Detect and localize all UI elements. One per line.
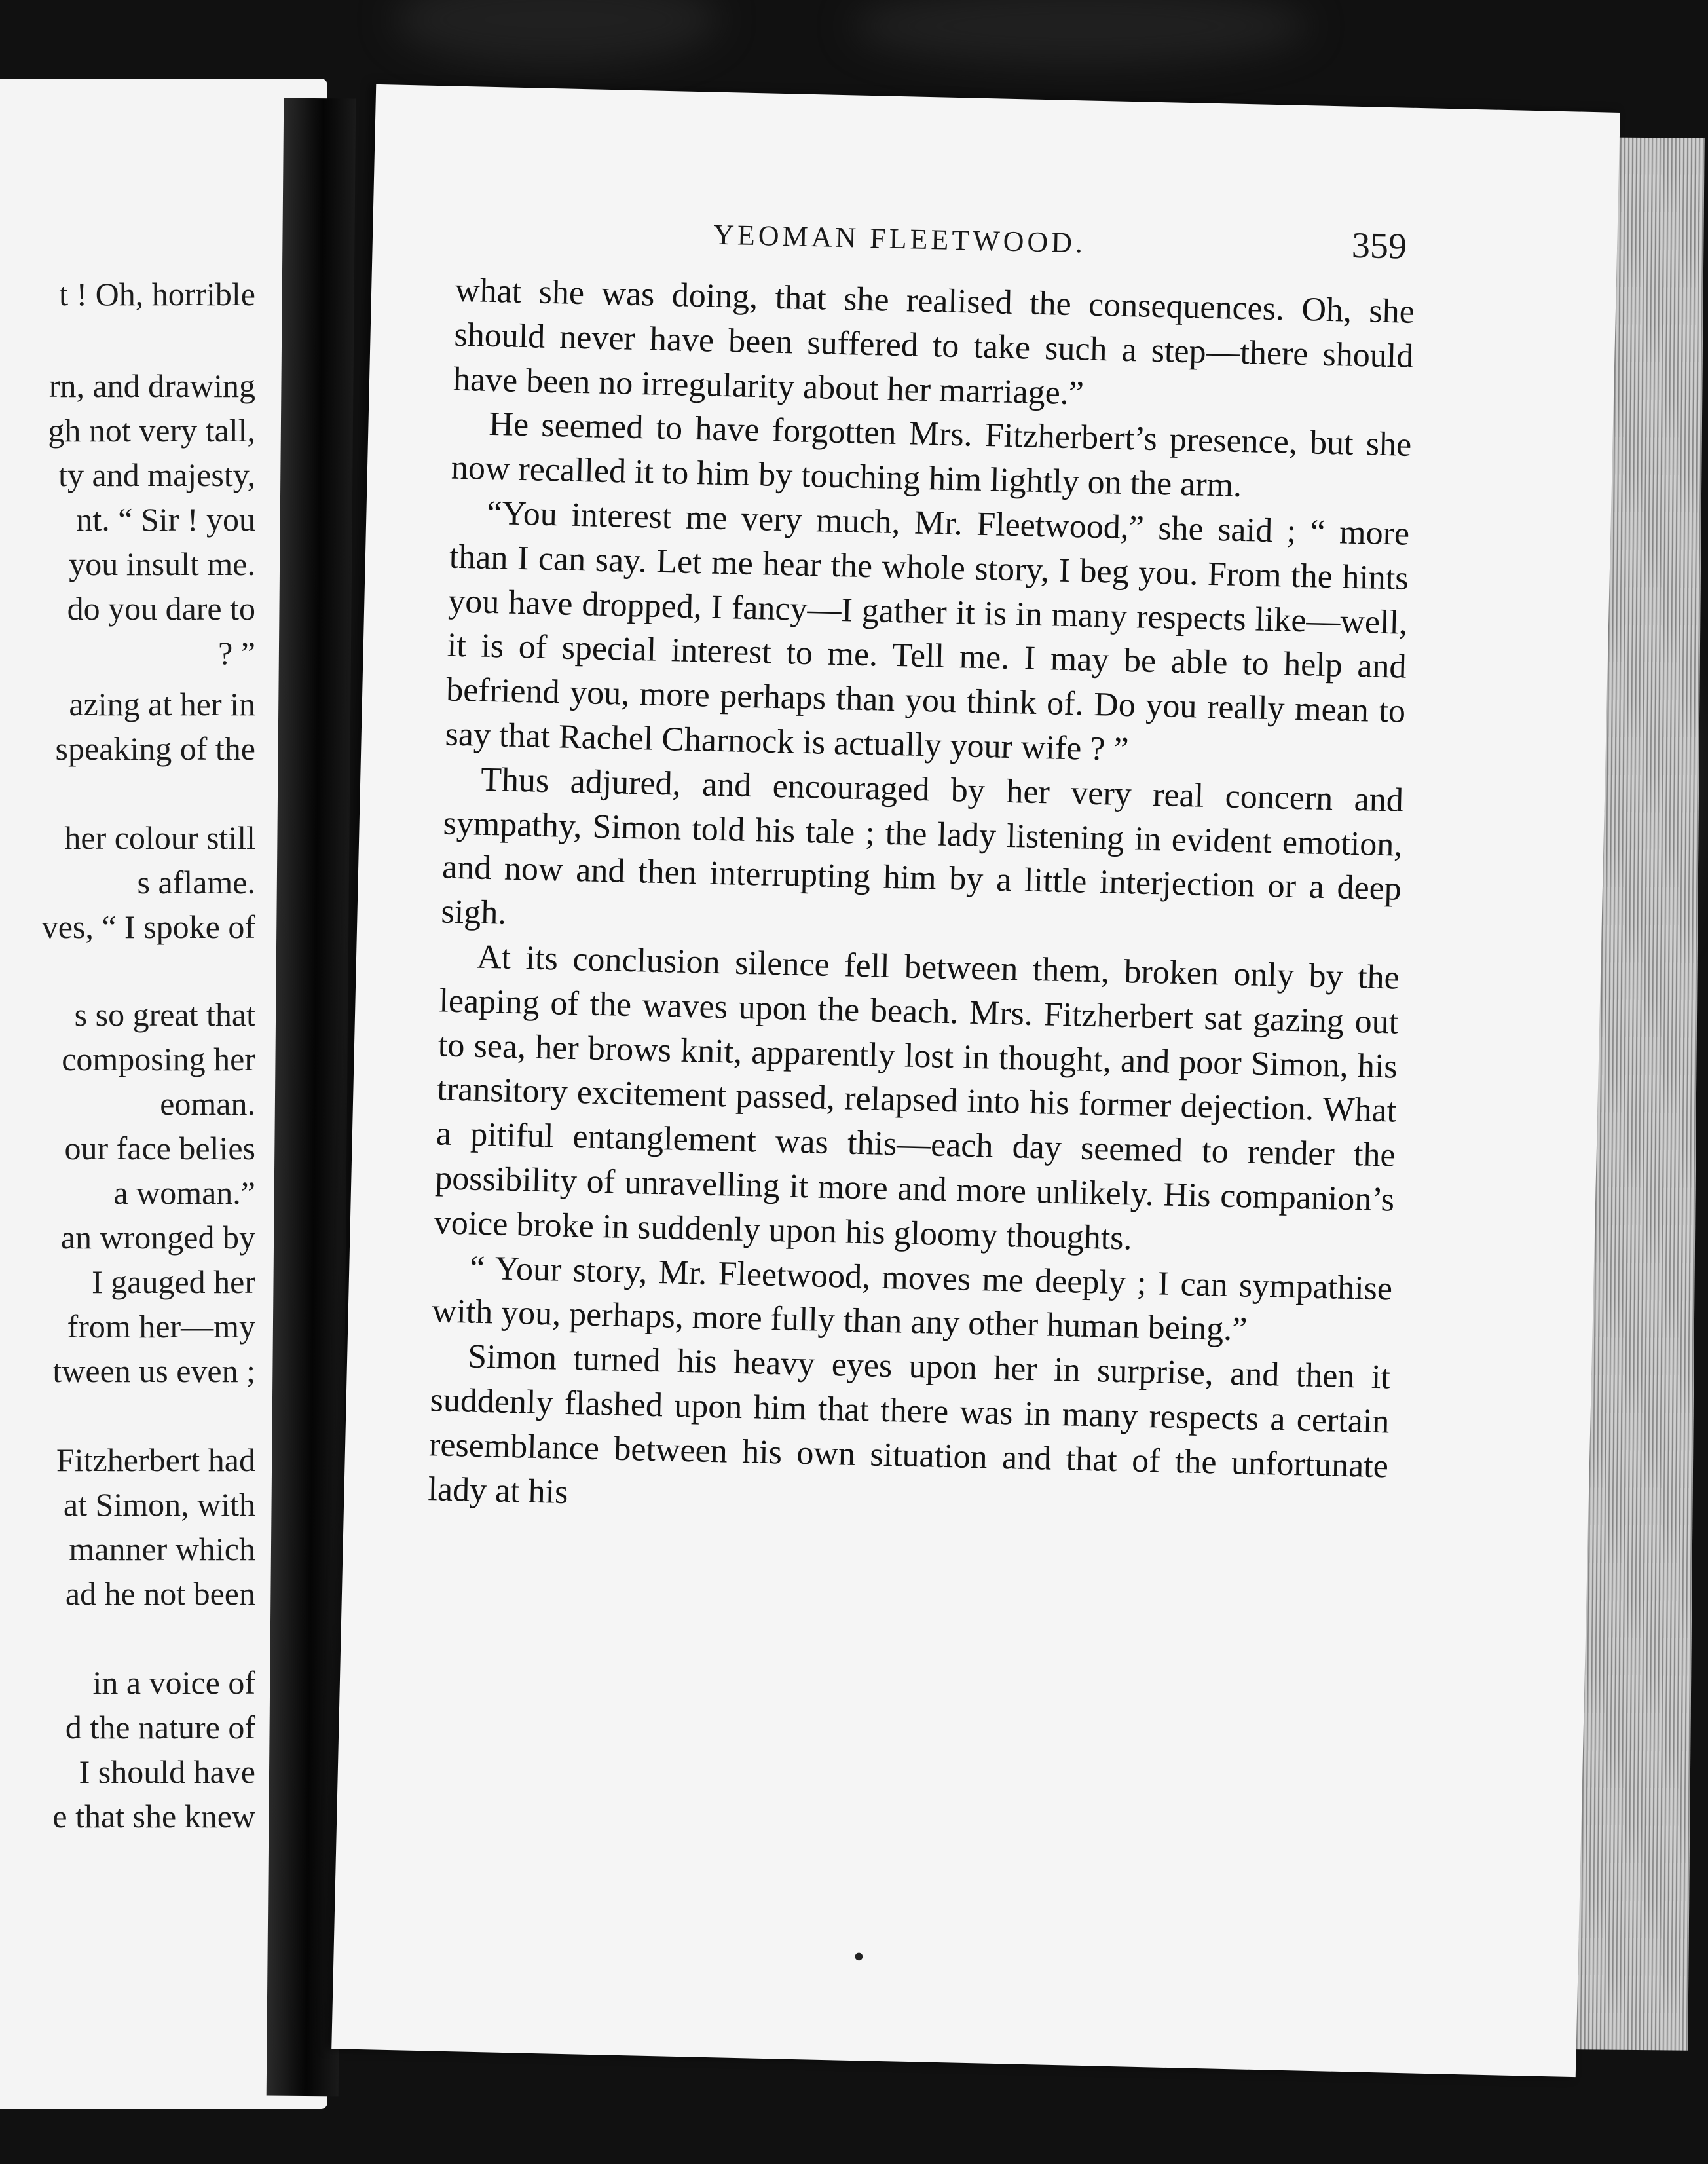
paragraph: “You interest me very much, Mr. Fleetwood,” she said ; “ more than I can say. Let me hear the whole story, I beg you. From the hints you have dropped, I fancy—I gather it is in many respects like—well, it is of special interest to me. Tell me. I may be able to help and befriend you, more perhaps than you think of. Do you really mean to say that Rachel Charnock is actually your wife ? ” [445,494,1410,769]
right-page [331,84,1620,2077]
left-line: eoman. [160,1085,255,1122]
left-line: her colour still [64,819,255,856]
signature-mark: • [851,1943,867,1973]
left-line: gh not very tall, [48,412,255,449]
left-line: a woman.” [113,1174,255,1211]
left-line: rn, and drawing [48,367,255,404]
left-line: do you dare to [67,590,255,627]
paragraph: Simon turned his heavy eyes upon her in surprise, and then it suddenly flashed upon him that there was in many respects a certain resemblance between his own situation and that of the unfortunate lady at his [427,1337,1391,1511]
backdrop-shadow [851,0,1310,65]
paragraph: “ Your story, Mr. Fleetwood, moves me deeply ; I can sympathise with you, perhaps, more fully than any other human being.” [432,1249,1393,1349]
page-number: 359 [1351,225,1407,267]
paragraph: He seemed to have forgotten Mrs. Fitzherbert’s presence, but she now recalled it to him by touching him lightly on the arm. [451,405,1412,505]
paragraph: what she was doing, that she realised the consequences. Oh, she should never have been suffered to take such a step—there should have been no irregularity about her marriage.” [453,271,1415,413]
left-line: ty and majesty, [58,457,255,493]
left-line: composing her [62,1041,255,1077]
left-line: I should have [79,1753,255,1790]
left-line: d the nature of [65,1709,255,1745]
left-line: from her—my [67,1308,255,1345]
left-line: an wronged by [60,1219,255,1256]
left-line: t ! Oh, horrible [59,276,255,312]
paragraph: Thus adjured, and encouraged by her very real concern and sympathy, Simon told his tale ; the lady listening in evident emotion, and now and then interrupting him by a little interjection or a deep sigh. [440,760,1404,932]
body-text [428,269,1415,1533]
left-line: ? ” [218,635,255,671]
paragraph: At its conclusion silence fell between them, broken only by the leaping of the waves upon the beach. Mrs. Fitzherbert sat gazing out to sea, her brows knit, apparently lost in thought, and poor Simon, his transitory excitement passed, relapsed into his former dejection. What a pitiful entanglement was this—each day seemed to render the possibility of unravelling it more and more unlikely. His companion’s voice broke in suddenly upon his gloomy thoughts. [434,938,1400,1258]
left-line: Fitzherbert had [56,1442,255,1478]
left-line: nt. “ Sir ! you [76,501,255,538]
left-line: s so great that [74,996,255,1033]
left-line: ves, “ I spoke of [41,908,255,945]
left-line: in a voice of [92,1664,255,1701]
left-line: you insult me. [69,546,255,582]
running-head: YEOMAN FLEETWOOD. [713,218,1086,259]
left-line: speaking of the [55,730,255,767]
left-line: s aflame. [137,864,255,901]
left-line: our face belies [64,1130,255,1166]
left-line: ad he not been [65,1575,255,1612]
left-line: I gauged her [92,1263,255,1300]
left-line: azing at her in [69,686,255,722]
left-line: manner which [69,1531,255,1567]
left-line: e that she knew [52,1798,255,1835]
left-line: tween us even ; [52,1352,255,1389]
backdrop-shadow [393,0,720,65]
left-line: at Simon, with [63,1486,255,1523]
